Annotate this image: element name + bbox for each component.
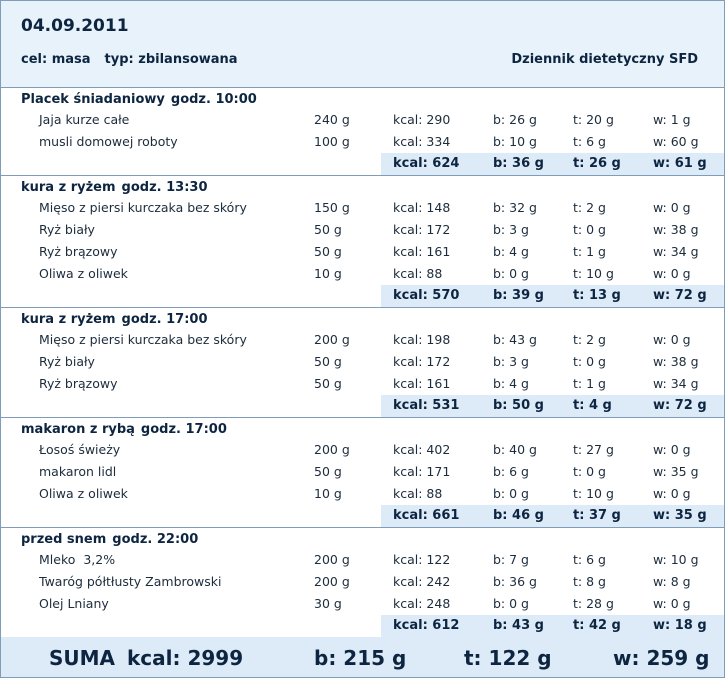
total-fat: t: 26 g [573,156,621,171]
food-amount: 200 g [314,442,350,457]
meal-section [1,308,724,418]
food-kcal: kcal: 172 [393,354,451,369]
food-protein: b: 0 g [493,596,529,611]
food-protein: b: 0 g [493,486,529,501]
meal-section [1,176,724,308]
meal-name: Placek śniadaniowy [21,92,165,107]
food-carbs: w: 0 g [653,200,691,215]
food-kcal: kcal: 198 [393,332,451,347]
food-protein: b: 4 g [493,376,529,391]
food-kcal: kcal: 122 [393,552,451,567]
food-name: Olej Lniany [39,596,109,611]
food-row [1,483,724,505]
food-carbs: w: 35 g [653,464,699,479]
total-protein: b: 43 g [493,618,544,633]
food-fat: t: 0 g [573,222,606,237]
meal-title [21,92,257,107]
food-fat: t: 1 g [573,244,606,259]
food-name: Mleko 3,2% [39,552,116,567]
meal-total [381,395,724,417]
food-kcal: kcal: 148 [393,200,451,215]
food-row [1,439,724,461]
food-fat: t: 6 g [573,134,606,149]
food-amount: 100 g [314,134,350,149]
food-name: Mięso z piersi kurczaka bez skóry [39,200,247,215]
diary-date: 04.09.2011 [21,16,129,36]
daily-summary [1,637,724,677]
food-amount: 30 g [314,596,342,611]
meal-total [381,615,724,637]
food-kcal: kcal: 242 [393,574,451,589]
total-kcal: kcal: 612 [393,618,460,633]
food-row [1,219,724,241]
total-kcal: kcal: 570 [393,288,460,303]
summary-kcal: kcal: 2999 [127,646,244,670]
app-name: Dziennik dietetyczny SFD [511,52,698,67]
food-name: Łosoś świeży [39,442,121,457]
food-row [1,329,724,351]
food-row [1,373,724,395]
summary-protein: b: 215 g [314,646,407,670]
meal-title [21,312,208,327]
food-protein: b: 32 g [493,200,537,215]
meal-total [381,285,724,307]
food-name: Ryż brązowy [39,244,118,259]
food-amount: 50 g [314,222,342,237]
total-carbs: w: 35 g [653,508,707,523]
meal-time: godz. 13:30 [121,180,208,195]
food-kcal: kcal: 402 [393,442,451,457]
food-carbs: w: 8 g [653,574,691,589]
food-amount: 50 g [314,376,342,391]
food-fat: t: 10 g [573,266,614,281]
food-carbs: w: 10 g [653,552,699,567]
summary-fat: t: 122 g [464,646,552,670]
food-kcal: kcal: 161 [393,376,451,391]
food-kcal: kcal: 88 [393,486,443,501]
food-protein: b: 26 g [493,112,537,127]
total-carbs: w: 72 g [653,288,707,303]
food-carbs: w: 0 g [653,442,691,457]
food-carbs: w: 38 g [653,354,699,369]
food-protein: b: 40 g [493,442,537,457]
food-fat: t: 6 g [573,552,606,567]
food-kcal: kcal: 161 [393,244,451,259]
total-kcal: kcal: 624 [393,156,460,171]
food-fat: t: 28 g [573,596,614,611]
food-name: Twaróg półtłusty Zambrowski [39,574,222,589]
summary-carbs: w: 259 g [613,646,710,670]
food-fat: t: 0 g [573,354,606,369]
food-carbs: w: 0 g [653,266,691,281]
food-amount: 240 g [314,112,350,127]
food-amount: 200 g [314,574,350,589]
food-fat: t: 10 g [573,486,614,501]
total-fat: t: 37 g [573,508,621,523]
food-row [1,263,724,285]
food-amount: 10 g [314,266,342,281]
food-protein: b: 6 g [493,464,529,479]
total-protein: b: 50 g [493,398,544,413]
meal-time: godz. 17:00 [140,422,227,437]
food-kcal: kcal: 290 [393,112,451,127]
food-fat: t: 8 g [573,574,606,589]
food-protein: b: 0 g [493,266,529,281]
food-name: makaron lidl [39,464,117,479]
food-name: Jaja kurze całe [39,112,130,127]
food-amount: 50 g [314,464,342,479]
food-kcal: kcal: 172 [393,222,451,237]
food-amount: 50 g [314,354,342,369]
food-kcal: kcal: 334 [393,134,451,149]
food-fat: t: 2 g [573,332,606,347]
meal-section [1,528,724,638]
meal-name: makaron z rybą [21,422,135,437]
meal-section [1,88,724,176]
food-protein: b: 4 g [493,244,529,259]
food-amount: 200 g [314,332,350,347]
total-fat: t: 4 g [573,398,612,413]
meal-name: kura z ryżem [21,312,116,327]
total-carbs: w: 18 g [653,618,707,633]
food-name: Oliwa z oliwek [39,486,128,501]
food-amount: 50 g [314,244,342,259]
total-kcal: kcal: 531 [393,398,460,413]
total-protein: b: 46 g [493,508,544,523]
food-carbs: w: 1 g [653,112,691,127]
diet-type: typ: zbilansowana [104,52,238,67]
food-name: Ryż biały [39,354,95,369]
food-protein: b: 7 g [493,552,529,567]
meal-time: godz. 22:00 [112,532,199,547]
food-carbs: w: 0 g [653,596,691,611]
food-row [1,109,724,131]
food-name: musli domowej roboty [39,134,178,149]
food-kcal: kcal: 248 [393,596,451,611]
total-protein: b: 36 g [493,156,544,171]
food-amount: 200 g [314,552,350,567]
diet-goal: cel: masa [21,52,91,67]
food-carbs: w: 60 g [653,134,699,149]
food-row [1,351,724,373]
food-row [1,461,724,483]
food-carbs: w: 0 g [653,486,691,501]
food-fat: t: 2 g [573,200,606,215]
food-name: Oliwa z oliwek [39,266,128,281]
food-kcal: kcal: 171 [393,464,451,479]
food-kcal: kcal: 88 [393,266,443,281]
food-fat: t: 27 g [573,442,614,457]
meal-time: godz. 10:00 [170,92,257,107]
food-carbs: w: 0 g [653,332,691,347]
food-protein: b: 3 g [493,222,529,237]
total-carbs: w: 61 g [653,156,707,171]
meal-name: przed snem [21,532,107,547]
food-row [1,549,724,571]
food-row [1,593,724,615]
food-row [1,197,724,219]
food-amount: 150 g [314,200,350,215]
total-fat: t: 13 g [573,288,621,303]
meal-total [381,505,724,527]
diary-header [1,1,724,88]
food-carbs: w: 38 g [653,222,699,237]
food-name: Mięso z piersi kurczaka bez skóry [39,332,247,347]
total-carbs: w: 72 g [653,398,707,413]
food-name: Ryż brązowy [39,376,118,391]
food-carbs: w: 34 g [653,376,699,391]
food-protein: b: 3 g [493,354,529,369]
food-carbs: w: 34 g [653,244,699,259]
meal-title [21,180,208,195]
food-row [1,131,724,153]
total-fat: t: 42 g [573,618,621,633]
total-kcal: kcal: 661 [393,508,460,523]
food-fat: t: 1 g [573,376,606,391]
summary-label: SUMA [49,646,116,670]
food-row [1,241,724,263]
meal-section [1,418,724,528]
total-protein: b: 39 g [493,288,544,303]
food-fat: t: 0 g [573,464,606,479]
meal-title [21,422,227,437]
diet-goal-line [21,52,238,67]
food-protein: b: 10 g [493,134,537,149]
food-protein: b: 36 g [493,574,537,589]
food-protein: b: 43 g [493,332,537,347]
meal-name: kura z ryżem [21,180,116,195]
food-amount: 10 g [314,486,342,501]
meal-total [381,153,724,175]
food-fat: t: 20 g [573,112,614,127]
food-row [1,571,724,593]
meal-title [21,532,198,547]
meal-time: godz. 17:00 [121,312,208,327]
food-name: Ryż biały [39,222,95,237]
